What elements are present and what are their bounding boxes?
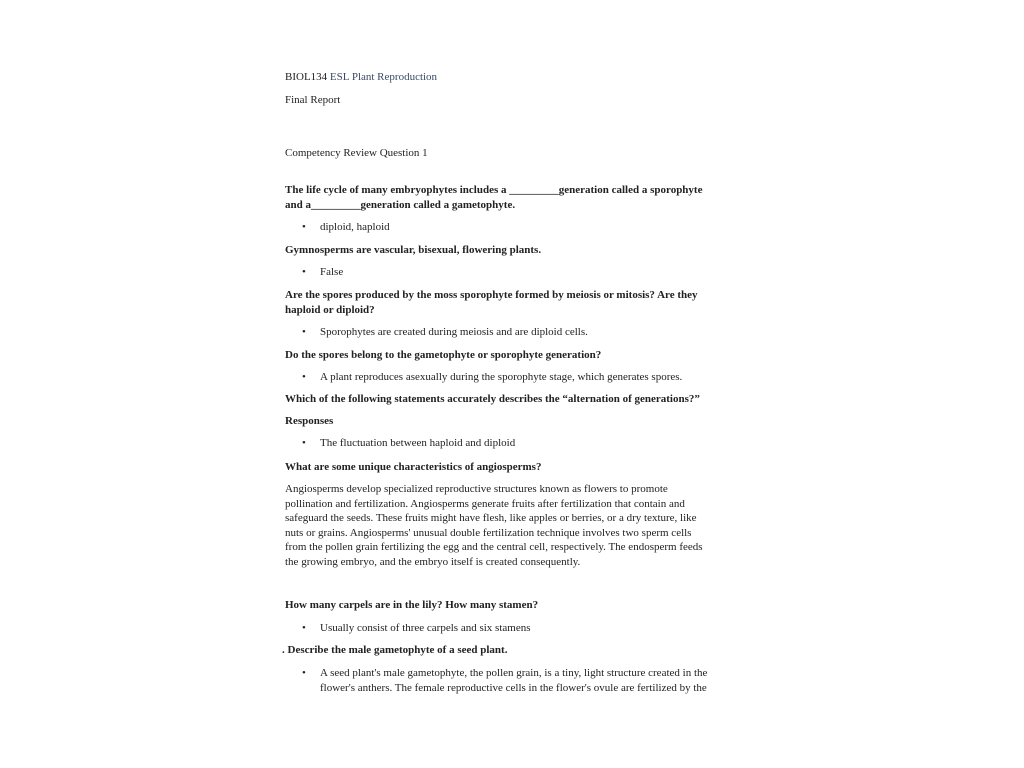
answer-8-line-2: flower's anthers. The female reproductive cells in the flower's ovule are fertilized by the [320, 681, 707, 694]
answer-list-5 [285, 436, 745, 451]
list-item [285, 436, 745, 451]
question-1-line-1: The life cycle of many embryophytes includes a _________generation called a sporophyte [285, 184, 703, 196]
answer-list-8 [285, 666, 745, 695]
list-item [285, 666, 745, 695]
bullet-icon: • [302, 266, 306, 278]
answer-6-line: pollination and fertilization. Angiosperms generate fruits after fertilization that contain and [285, 497, 685, 510]
bullet-icon: • [302, 622, 306, 634]
list-item [285, 325, 745, 340]
answer-6-line: from the pollen grain fertilizing the egg and the central cell, respectively. The endosperm feeds [285, 541, 703, 553]
answer-6-line: safeguard the seeds. These fruits might have flesh, like apples or berries, or a dry texture, like [285, 512, 697, 524]
answer-list-2 [285, 265, 745, 280]
question-3-line-2: haploid or diploid? [285, 303, 375, 316]
answer-6-line: the growing embryo, and the embryo itself is created consequently. [285, 555, 581, 568]
list-item [285, 621, 745, 636]
answer-list-7 [285, 621, 745, 636]
question-1 [285, 183, 745, 212]
bullet-icon: • [302, 371, 306, 383]
bullet-icon: • [302, 667, 306, 679]
bullet-icon: • [302, 326, 306, 338]
answer-3: Sporophytes are created during meiosis and are diploid cells. [320, 326, 588, 338]
question-6: What are some unique characteristics of angiosperms? [285, 461, 542, 473]
answer-6-line: nuts or grains. Angiosperms' unusual double fertilization technique involves two sperm cells [285, 526, 692, 539]
report-type: Final Report [285, 94, 341, 106]
bullet-icon: • [302, 437, 306, 449]
question-4: Do the spores belong to the gametophyte or sporophyte generation? [285, 349, 602, 361]
list-item [285, 265, 745, 280]
question-7: How many carpels are in the lily? How many stamen? [285, 599, 539, 611]
answer-list-3 [285, 325, 745, 340]
answer-1: diploid, haploid [320, 221, 390, 233]
answer-7: Usually consist of three carpels and six stamens [320, 622, 531, 634]
answer-6-line: Angiosperms develop specialized reproductive structures known as flowers to promote [285, 483, 668, 495]
question-8: . Describe the male gametophyte of a seed plant. [282, 644, 508, 656]
section-title: Competency Review Question 1 [285, 147, 428, 159]
answer-list-4 [285, 370, 745, 385]
question-3 [285, 288, 745, 317]
list-item [285, 370, 745, 385]
answer-2: False [320, 266, 344, 278]
question-2: Gymnosperms are vascular, bisexual, flowering plants. [285, 244, 542, 256]
course-title [285, 70, 437, 85]
answer-8-line-1: A seed plant's male gametophyte, the pollen grain, is a tiny, light structure created in the [320, 667, 708, 679]
bullet-icon: • [302, 221, 306, 233]
course-name: ESL Plant Reproduction [329, 71, 438, 83]
answer-6-paragraph [285, 482, 745, 569]
list-item [285, 220, 745, 235]
question-5: Which of the following statements accurately describes the “alternation of generations?” [285, 393, 700, 405]
answer-list-1 [285, 220, 745, 235]
question-1-line-2: and a_________generation called a gametophyte. [285, 198, 516, 211]
answer-4: A plant reproduces asexually during the sporophyte stage, which generates spores. [320, 371, 683, 383]
question-3-line-1: Are the spores produced by the moss sporophyte formed by meiosis or mitosis? Are they [285, 289, 698, 301]
responses-label: Responses [285, 415, 334, 427]
answer-5: The fluctuation between haploid and diploid [320, 437, 516, 449]
course-id: BIOL134 [285, 71, 328, 83]
